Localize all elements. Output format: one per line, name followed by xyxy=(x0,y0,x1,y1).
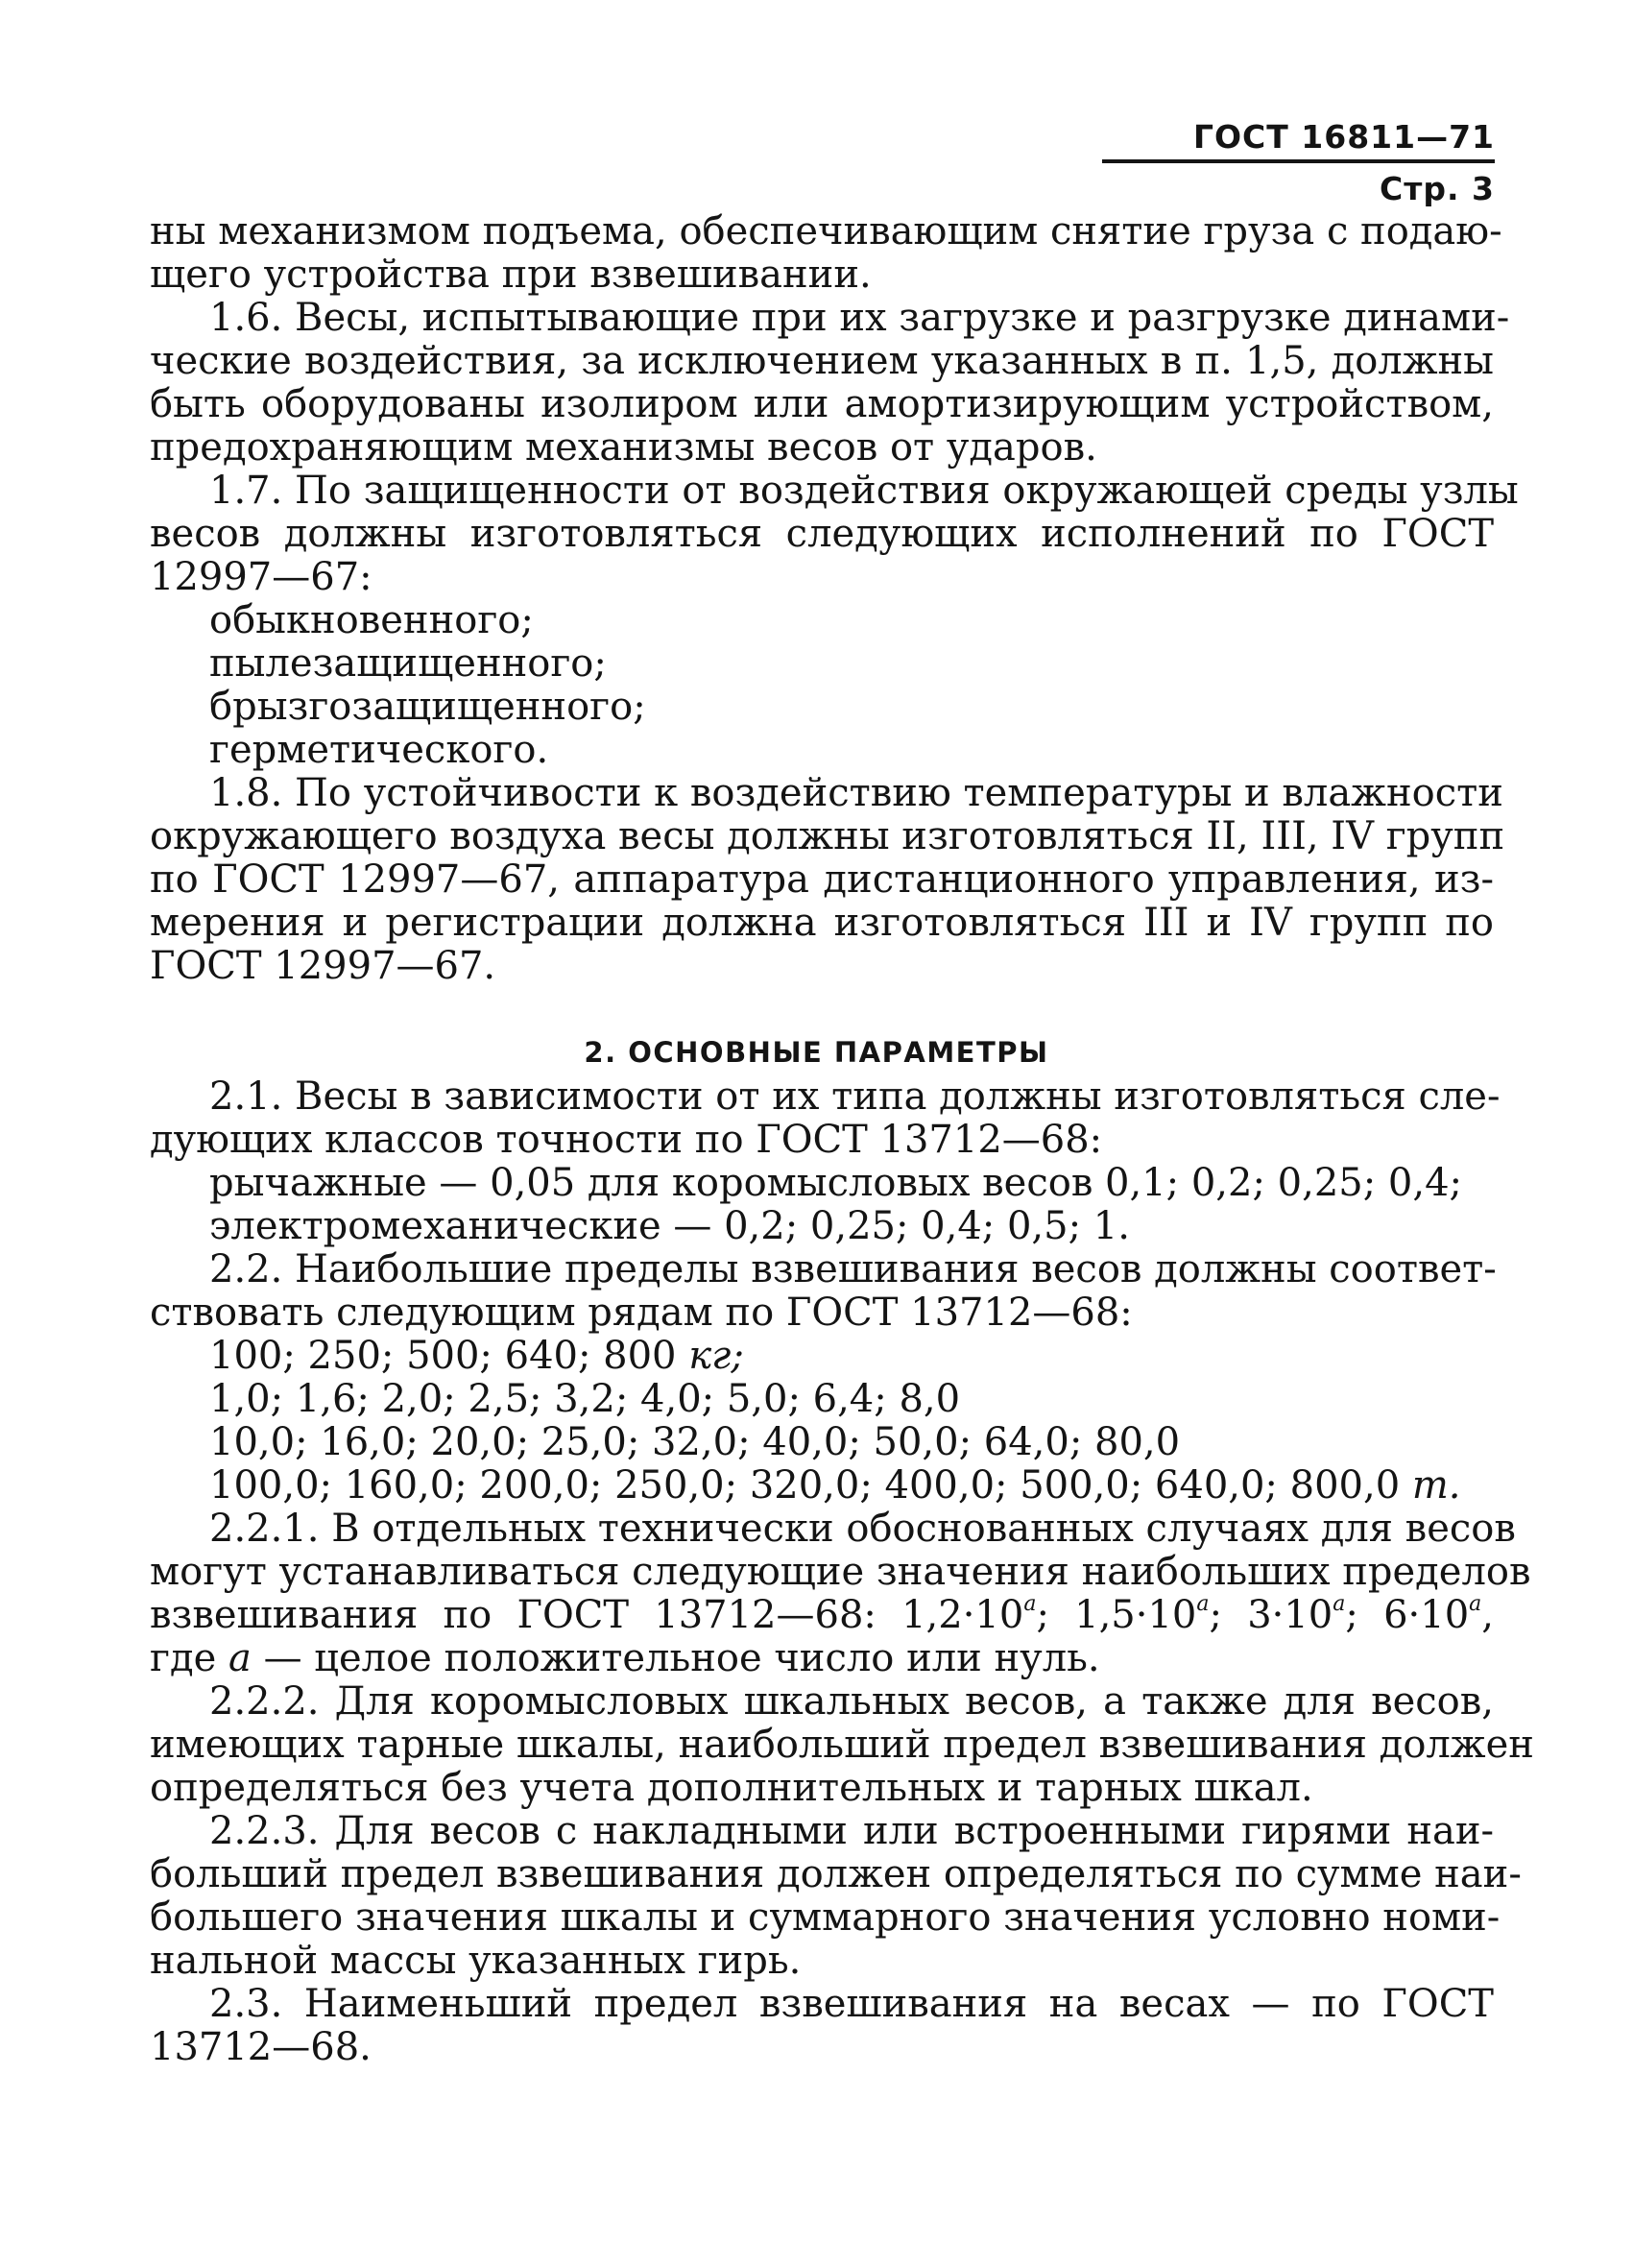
paragraph-line: 1.6. Весы, испытывающие при их загрузке и разгрузке динами- xyxy=(209,296,1510,340)
list-item: электромеханические — 0,2; 0,25; 0,4; 0,5; 1. xyxy=(209,1204,1130,1248)
value-row: 1,0; 1,6; 2,0; 2,5; 3,2; 4,0; 5,0; 6,4; 8,0 xyxy=(209,1377,961,1421)
paragraph-line: ГОСТ 12997—67. xyxy=(150,944,496,988)
header-rule xyxy=(1102,159,1495,163)
section-2-text xyxy=(150,1074,1534,2069)
paragraph-line: большего значения шкалы и суммарного значения условно номи- xyxy=(150,1895,1501,1940)
paragraph-line: ствовать следующим рядам по ГОСТ 13712—68: xyxy=(150,1291,1133,1335)
paragraph-line: 2.2.1. В отдельных технически обоснованных случаях для весов xyxy=(209,1507,1516,1551)
paragraph-line: предохраняющим механизмы весов от ударов. xyxy=(150,425,1097,470)
paragraph-line: дующих классов точности по ГОСТ 13712—68: xyxy=(150,1118,1103,1162)
paragraph-line: щего устройства при взвешивании. xyxy=(150,253,872,297)
paragraph-line: где a — целое положительное число или нуль. xyxy=(150,1636,1100,1680)
paragraph-line: могут устанавливаться следующие значения наибольших пределов xyxy=(150,1550,1531,1594)
paragraph-line: имеющих тарные шкалы, наибольший предел взвешивания должен xyxy=(150,1723,1534,1767)
unit-label: кг; xyxy=(688,1334,744,1378)
paragraph-line: 2.2.2. Для коромысловых шкальных весов, а также для весов, xyxy=(209,1679,1494,1724)
paragraph-line: мерения и регистрации должна изготовляться III и IV групп по xyxy=(150,901,1494,945)
list-item: герметического. xyxy=(209,728,549,772)
section-heading: 2. ОСНОВНЫЕ ПАРАМЕТРЫ xyxy=(584,1036,1049,1069)
paragraph-line: 2.2. Наибольшие пределы взвешивания весов должны соответ- xyxy=(209,1247,1497,1291)
list-item: рычажные — 0,05 для коромысловых весов 0,1; 0,2; 0,25; 0,4; xyxy=(209,1161,1462,1205)
paragraph-line: 1.8. По устойчивости к воздействию температуры и влажности xyxy=(209,771,1503,815)
value-row: 10,0; 16,0; 20,0; 25,0; 32,0; 40,0; 50,0; 64,0; 80,0 xyxy=(209,1420,1181,1464)
paragraph-line: 2.3. Наименьший предел взвешивания на весах — по ГОСТ xyxy=(209,1982,1494,2026)
paragraph-line: по ГОСТ 12997—67, аппаратура дистанционного управления, из- xyxy=(150,857,1494,902)
unit-label: т. xyxy=(1411,1463,1461,1508)
variable-a: a xyxy=(228,1636,252,1680)
paragraph-line: быть оборудованы изолиром или амортизирующим устройством, xyxy=(150,382,1494,426)
list-item: брызгозащищенного; xyxy=(209,685,646,729)
paragraph-line: 2.1. Весы в зависимости от их типа должны изготовляться сле- xyxy=(209,1074,1501,1119)
paragraph-line: ны механизмом подъема, обеспечивающим снятие груза с подаю- xyxy=(150,209,1502,253)
paragraph-line: 12997—67: xyxy=(150,555,372,599)
value-row: 100; 250; 500; 640; 800 кг; xyxy=(209,1334,744,1378)
formula-line: взвешивания по ГОСТ 13712—68: $1,2\cdot 10^a$; $1,5\cdot 10^a$; $3\cdot 10^a$; $6\cdot 10^a$, xyxy=(150,1592,1494,1637)
paragraph-line: больший предел взвешивания должен определяться по сумме наи- xyxy=(150,1852,1522,1896)
paragraph-line: нальной массы указанных гирь. xyxy=(150,1939,802,1983)
list-item: обыкновенного; xyxy=(209,598,534,642)
paragraph-line: весов должны изготовляться следующих исполнений по ГОСТ xyxy=(150,512,1494,556)
paragraph-line: ческие воздействия, за исключением указанных в п. 1,5, должны xyxy=(150,339,1494,383)
list-item: пылезащищенного; xyxy=(209,641,607,686)
paragraph-line: окружающего воздуха весы должны изготовляться II, III, IV групп xyxy=(150,814,1505,858)
section-1-text xyxy=(150,209,1519,988)
paragraph-line: 1.7. По защищенности от воздействия окружающей среды узлы xyxy=(209,469,1519,513)
paragraph-line: 2.2.3. Для весов с накладными или встроенными гирями наи- xyxy=(209,1809,1494,1853)
value-row: 100,0; 160,0; 200,0; 250,0; 320,0; 400,0; 500,0; 640,0; 800,0 т. xyxy=(209,1463,1461,1508)
paragraph-line: 13712—68. xyxy=(150,2025,372,2069)
running-header: ГОСТ 16811—71 Стр. 3 xyxy=(1192,118,1495,207)
paragraph-line: определяться без учета дополнительных и тарных шкал. xyxy=(150,1766,1313,1810)
